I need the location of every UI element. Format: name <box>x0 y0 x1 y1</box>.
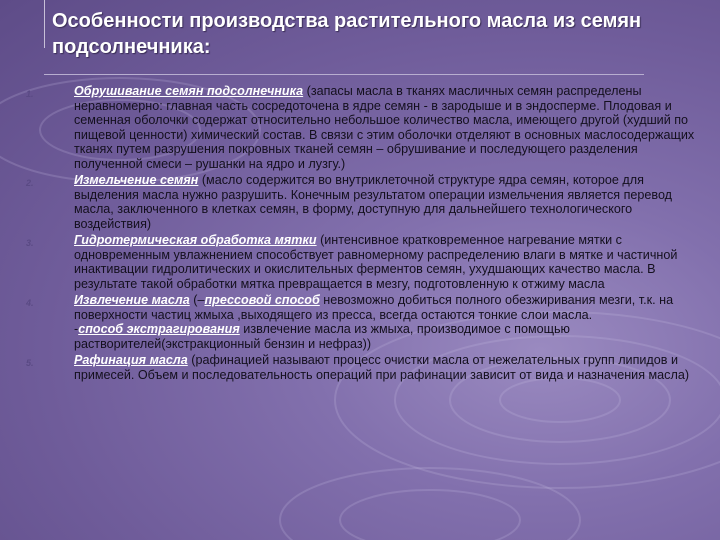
list-item-1 <box>20 84 700 171</box>
items-list <box>20 84 700 382</box>
list-item-2 <box>20 173 700 231</box>
item-text: (масло содержится во внутриклеточной структуре ядра семян, которое для выделения масла нужно разрушить. Конечным результатом операции измельчения является перевод масла, заключенного в клетках семян, в форму, доступную для дальнейшего технологического воздействия) <box>74 173 673 231</box>
item-number: 2. <box>26 178 34 188</box>
slide-title: Особенности производства растительного масла из семян подсолнечника: <box>52 10 642 58</box>
item-number: 4. <box>26 298 34 308</box>
item-text: (запасы масла в тканях масличных семян распределены неравномерно: главная часть сосредоточена в ядре семян - в зародыше и в эндосперме. Плодовая и семенная оболочки содержат относительно небольшое количество масла, имеющего другой (худший по пищевой ценности) химический состав. В связи с этим оболочки отделяют в основных маслосодержащих тканях путем разрушения покровных тканей семян – обрушивание и последующего разделения полученной смеси – рушанки на ядро и лузгу.) <box>74 84 695 171</box>
title-accent-line <box>44 0 45 48</box>
item-term: Рафинация масла <box>74 353 188 367</box>
list-item-4 <box>20 293 700 351</box>
item-term-2: прессовой способ <box>204 293 320 307</box>
item-mid: (– <box>189 293 205 307</box>
item-term: Измельчение семян <box>74 173 199 187</box>
sub-term: способ экстрагирования <box>78 322 240 336</box>
item-term: Извлечение масла <box>74 293 190 307</box>
item-number: 5. <box>26 358 34 368</box>
title-divider <box>44 74 644 75</box>
item-number: 1. <box>26 89 34 99</box>
item-term: Обрушивание семян подсолнечника <box>74 84 304 98</box>
sub-prefix: - <box>74 322 79 336</box>
item-term: Гидротермическая обработка мятки <box>74 233 317 247</box>
list-item-3 <box>20 233 700 291</box>
item-text: (интенсивное кратковременное нагревание мятки с одновременным увлажнением способствует равномерному распределению влаги в мятке и частичной инактивации гидролитических и окислительных ферментов семян, ухудшающих качество масла. В результате такой обработки мятка превращается в мезгу, подготовленную к отжиму масла <box>74 233 678 291</box>
item-text: невозможно добиться полного обезжиривания мезги, т.к. на поверхности частиц жмыха ,выходящего из пресса, всегда остаются тонкие слои масла. <box>74 293 674 322</box>
item-number: 3. <box>26 238 34 248</box>
list-item-5 <box>20 353 700 382</box>
sub-text: извлечение масла из жмыха, производимое с помощью растворителей(экстракционный бензин и нефраз)) <box>74 322 571 351</box>
item-text: (рафинацией называют процесс очистки масла от нежелательных групп липидов и примесей. Объем и последовательность операций при рафинации зависит от вида и назначения масла) <box>74 353 690 382</box>
